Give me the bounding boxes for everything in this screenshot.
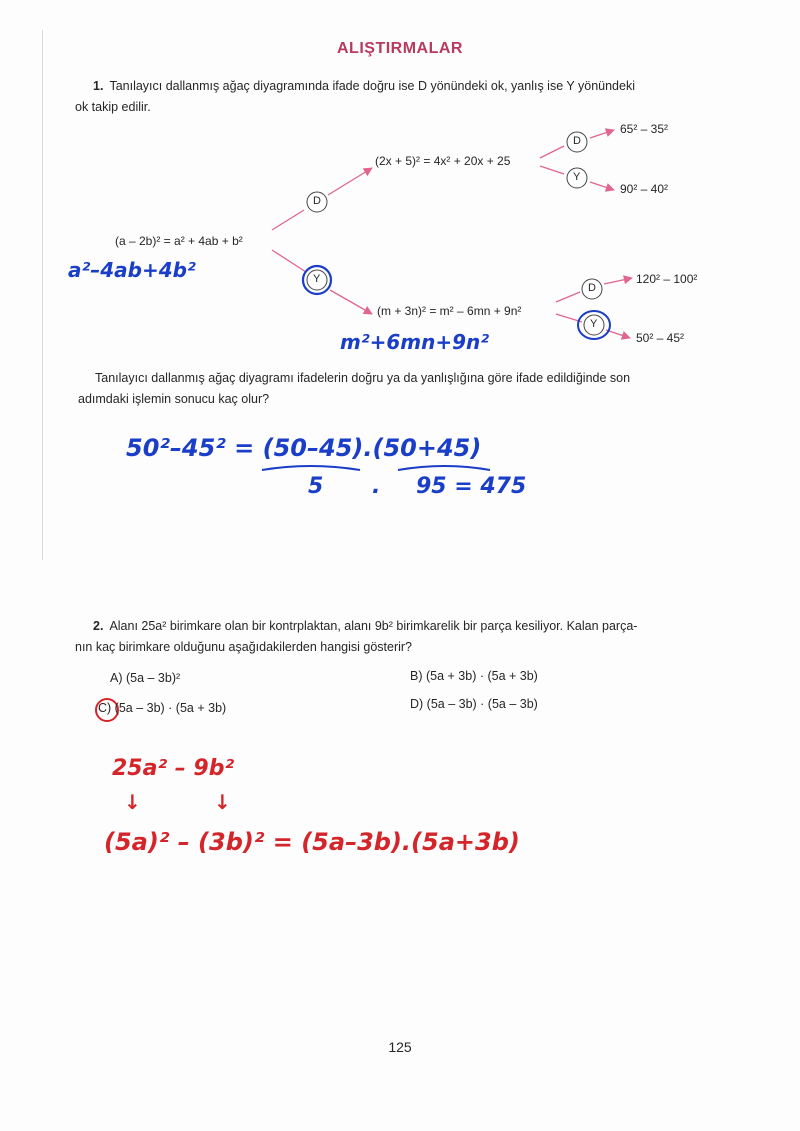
question-2-line2: nın kaç birimkare olduğunu aşağıdakilerden hangisi gösterir? [75,640,413,654]
option-b[interactable]: B) (5a + 3b) · (5a + 3b) [410,669,538,683]
question-2-text [93,616,733,637]
hand-calc-dot: . [372,474,381,499]
arrow-lower-to-d [556,292,580,302]
node-d3-label: D [588,282,596,294]
upper-expression: (2x + 5)² = 4x² + 20x + 25 [375,154,511,168]
leaf-2: 90² – 40² [620,182,669,196]
hand-q2-arrow-right: ↓ [214,790,231,814]
question-2-number: 2. [93,619,104,633]
hand-root-correction: a²–4ab+4b² [68,258,196,282]
question-2-line1: Alanı 25a² birimkare olan bir kontrplaktan, alanı 9b² birimkarelik bir parça kesiliyor. Kalan parça- [109,619,638,633]
arrow-root-to-d [272,210,304,230]
hand-q2-line2: (5a)² – (3b)² = (5a–3b).(5a+3b) [104,828,520,856]
hand-brace-1 [262,466,360,470]
arrow-y-to-leaf4 [606,330,630,338]
option-c[interactable]: C) (5a – 3b) · (5a + 3b) [98,701,227,715]
leaf-1: 65² – 35² [620,122,669,136]
node-y2-label: Y [573,171,581,183]
hand-calc-result: 95 = 475 [416,474,527,499]
arrow-d-to-upper [328,168,372,195]
arrow-d-to-leaf1 [590,130,614,138]
node-y-label: Y [313,273,321,285]
question-1-number: 1. [93,79,104,93]
node-y3-label: Y [590,318,598,330]
question-1-line1: Tanılayıcı dallanmış ağaç diyagramında ifade doğru ise D yönündeki ok, yanlış ise Y yönündeki [109,79,635,93]
hand-calc-line1: 50²–45² = (50–45).(50+45) [126,434,482,462]
option-d[interactable]: D) (5a – 3b) · (5a – 3b) [410,697,538,711]
hand-calc-factor1: 5 [308,474,324,499]
arrow-upper-to-d [540,146,564,158]
question-1-ask-line2: adımdaki işlemin sonucu kaç olur? [78,392,270,406]
hand-brace-2 [398,466,490,470]
hand-lower-correction: m²+6mn+9n² [340,330,490,354]
hand-q2-line1: 25a² – 9b² [112,756,235,781]
arrow-y-to-leaf2 [590,182,614,190]
root-expression: (a – 2b)² = a² + 4ab + b² [115,234,243,248]
leaf-4: 50² – 45² [636,331,685,345]
page-number: 125 [388,1039,412,1055]
arrow-d-to-leaf3 [604,278,632,284]
arrow-y-to-lower [330,290,372,314]
page-title: ALIŞTIRMALAR [337,40,463,57]
option-a[interactable]: A) (5a – 3b)² [110,671,181,685]
hand-q2-arrow-left: ↓ [124,790,141,814]
arrow-root-to-y [272,250,306,272]
question-1-line2: ok takip edilir. [75,100,151,114]
node-d-label: D [313,195,321,207]
question-1-ask-line1: Tanılayıcı dallanmış ağaç diyagramı ifadelerin doğru ya da yanlışlığına göre ifade edildiğinde son [95,371,631,385]
leaf-3: 120² – 100² [636,272,698,286]
lower-expression: (m + 3n)² = m² – 6mn + 9n² [377,304,522,318]
node-d2-label: D [573,135,581,147]
arrow-upper-to-y [540,166,564,174]
